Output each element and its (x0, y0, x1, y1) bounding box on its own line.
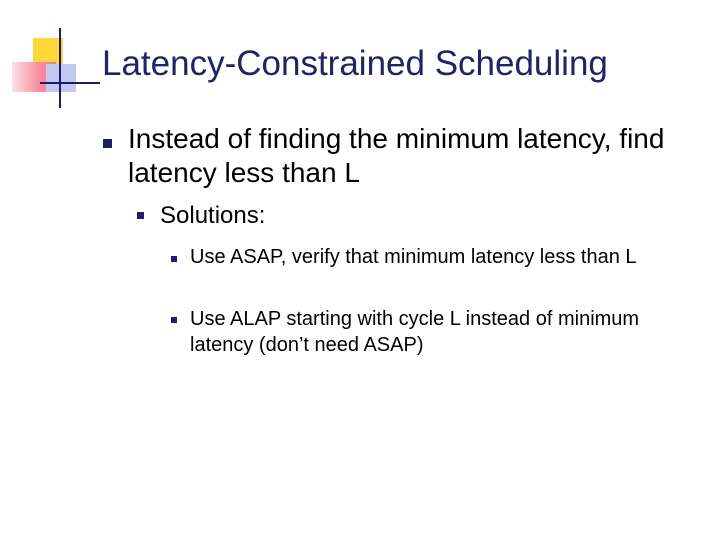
bullet-square-icon (103, 139, 112, 148)
slide-title: Latency-Constrained Scheduling (102, 44, 608, 83)
logo-graphic (0, 0, 100, 115)
logo-vertical-line (59, 28, 61, 108)
logo-blue-square (46, 64, 76, 92)
bullet-square-icon (171, 256, 177, 262)
logo-horizontal-line (40, 82, 100, 84)
bullet-square-icon (171, 317, 177, 323)
bullet-level2-text: Solutions: (160, 202, 266, 229)
bullet-square-icon (137, 212, 144, 219)
bullet-level3-text-asap: Use ASAP, verify that minimum latency less than L (190, 246, 637, 268)
bullet-level1-text: Instead of finding the minimum latency, find latency less than L (128, 123, 665, 188)
bullet-level3-text-alap: Use ALAP starting with cycle L instead of minimum latency (don’t need ASAP) (190, 308, 640, 356)
